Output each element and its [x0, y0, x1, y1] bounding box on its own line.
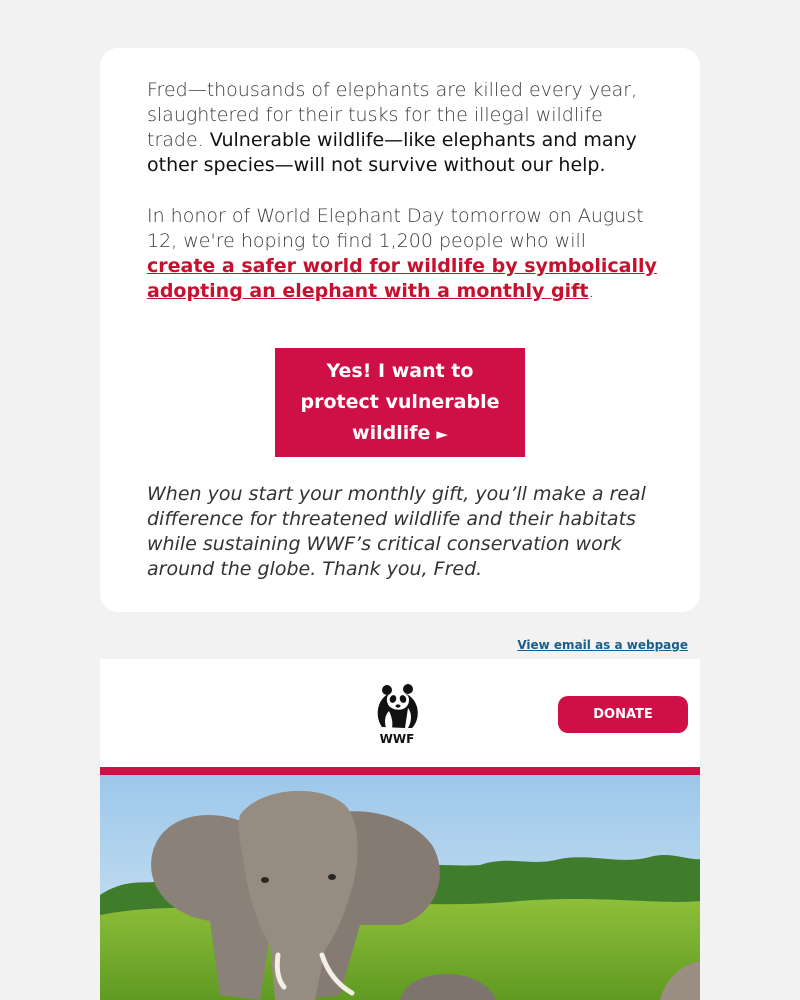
- intro-line-1: Fred—thousands of elephants are killed every year, slaughtered for their tusks for the illegal wildlife trade.: [147, 79, 638, 151]
- view-webpage-link[interactable]: View email as a webpage: [517, 638, 688, 652]
- honor-paragraph: [147, 204, 657, 304]
- email-header: [100, 659, 700, 767]
- protect-wildlife-button-label: Yes! I want to protect vulnerable wildlife: [300, 359, 500, 444]
- elephant-photo-illustration: [100, 775, 700, 1000]
- honor-text: In honor of World Elephant Day tomorrow on August 12, we're hoping to find 1,200 people who will: [147, 205, 644, 252]
- header-divider: [100, 767, 700, 775]
- closing-paragraph: When you start your monthly gift, you’ll make a real difference for threatened wildlife and their habitats while sustaining WWF’s critical conservation work around the globe. Thank you, Fred.: [147, 483, 646, 580]
- adopt-elephant-link[interactable]: create a safer world for wildlife by symbolically adopting an elephant with a monthly gift: [147, 255, 657, 302]
- play-arrow-icon: ►: [436, 424, 448, 443]
- protect-wildlife-button-content: [300, 356, 500, 450]
- wwf-logo-text: WWF: [379, 732, 415, 745]
- intro-paragraph: [147, 78, 657, 178]
- wwf-panda-logo[interactable]: [372, 681, 422, 745]
- message-card: [100, 48, 700, 612]
- intro-line-2: Vulnerable wildlife—like elephants and many other species—will not survive without our help.: [147, 129, 637, 176]
- elephant-hero-image: [100, 775, 700, 1000]
- honor-text-end: .: [588, 280, 595, 302]
- donate-button[interactable]: DONATE: [558, 696, 688, 733]
- protect-wildlife-button[interactable]: [275, 348, 525, 457]
